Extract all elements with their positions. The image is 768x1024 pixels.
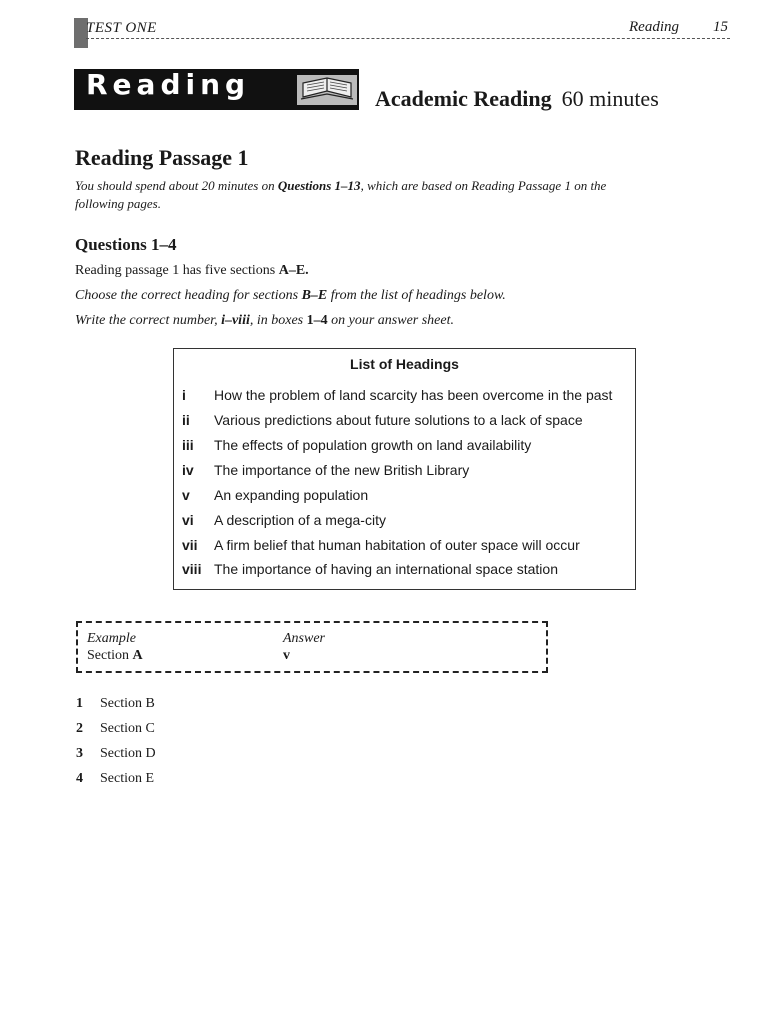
- questions-line-3-post: on your answer sheet.: [327, 313, 455, 328]
- heading-number: iv: [182, 462, 194, 478]
- questions-line-1: [75, 263, 309, 279]
- answer-number: 4: [76, 771, 83, 786]
- heading-number: vi: [182, 512, 194, 528]
- heading-item: [182, 387, 612, 407]
- section-duration: 60 minutes: [561, 86, 659, 111]
- heading-number: iii: [182, 437, 194, 453]
- questions-line-2-bold: B–E: [301, 288, 328, 303]
- list-of-headings-title: List of Headings: [350, 356, 459, 372]
- answer-label: Section E: [100, 771, 155, 786]
- section-name: Academic Reading: [375, 86, 552, 111]
- running-header-test: TEST ONE: [86, 20, 157, 36]
- heading-number: ii: [182, 412, 190, 428]
- questions-line-3: [75, 313, 454, 329]
- heading-number: i: [182, 387, 186, 403]
- heading-number: vii: [182, 537, 198, 553]
- heading-item: [182, 487, 368, 507]
- reading-banner-label: Reading: [86, 68, 251, 101]
- example-answer: v: [283, 648, 290, 663]
- questions-line-3-bold: i–viii: [221, 313, 250, 328]
- answer-label: Section B: [100, 696, 155, 711]
- header-divider: [86, 38, 730, 39]
- answer-item: [76, 746, 156, 762]
- running-header-section: [629, 19, 728, 36]
- heading-item: [182, 512, 386, 532]
- instruction-text-post: , which are based on Reading Passage 1 on the following pages.: [75, 178, 607, 211]
- example-label: Example: [87, 631, 136, 646]
- heading-item: [182, 462, 469, 482]
- answer-item: [76, 771, 154, 787]
- passage-title: Reading Passage 1: [75, 145, 249, 170]
- heading-text: The importance of the new British Library: [214, 462, 470, 478]
- example-box: [76, 621, 548, 673]
- heading-item: [182, 561, 558, 581]
- questions-line-1-bold: A–E.: [278, 263, 309, 278]
- heading-text: The importance of having an international space station: [214, 561, 558, 577]
- heading-text: A description of a mega-city: [214, 512, 386, 528]
- answer-number: 3: [76, 746, 83, 761]
- questions-title: Questions 1–4: [75, 235, 177, 254]
- heading-number: v: [182, 487, 190, 503]
- list-of-headings-box: [173, 348, 636, 590]
- questions-line-2-text: Choose the correct heading for sections: [75, 288, 302, 303]
- example-section: [87, 648, 143, 664]
- heading-item: [182, 437, 531, 457]
- questions-line-3-text: Write the correct number,: [75, 313, 222, 328]
- example-answer-label: Answer: [283, 631, 325, 646]
- heading-text: Various predictions about future solutions to a lack of space: [214, 412, 583, 428]
- heading-text: An expanding population: [214, 487, 369, 503]
- heading-item: [182, 537, 580, 557]
- example-section-letter: A: [132, 648, 143, 663]
- answer-item: [76, 696, 155, 712]
- page-number: 15: [713, 19, 728, 35]
- questions-line-3-mid: , in boxes: [249, 313, 307, 328]
- questions-line-3-bold2: 1–4: [306, 313, 328, 328]
- section-title: [375, 86, 659, 112]
- answer-item: [76, 721, 155, 737]
- instruction-text-pre: You should spend about 20 minutes on: [75, 178, 278, 193]
- heading-text: The effects of population growth on land availability: [214, 437, 532, 453]
- running-header-section-label: Reading: [629, 19, 679, 35]
- instruction-questions: Questions 1–13: [277, 178, 361, 193]
- passage-instruction: [75, 177, 655, 213]
- heading-text: How the problem of land scarcity has been overcome in the past: [214, 387, 613, 403]
- answer-number: 2: [76, 721, 83, 736]
- questions-line-1-text: Reading passage 1 has five sections: [75, 263, 279, 278]
- heading-number: viii: [182, 561, 202, 577]
- questions-line-2: [75, 288, 506, 304]
- answer-label: Section D: [100, 746, 156, 761]
- heading-item: [182, 412, 583, 432]
- heading-text: A firm belief that human habitation of outer space will occur: [214, 537, 580, 553]
- open-book-icon: [297, 75, 357, 105]
- answer-number: 1: [76, 696, 83, 711]
- questions-line-2-post: from the list of headings below.: [327, 288, 506, 303]
- answer-label: Section C: [100, 721, 155, 736]
- example-section-text: Section: [87, 648, 133, 663]
